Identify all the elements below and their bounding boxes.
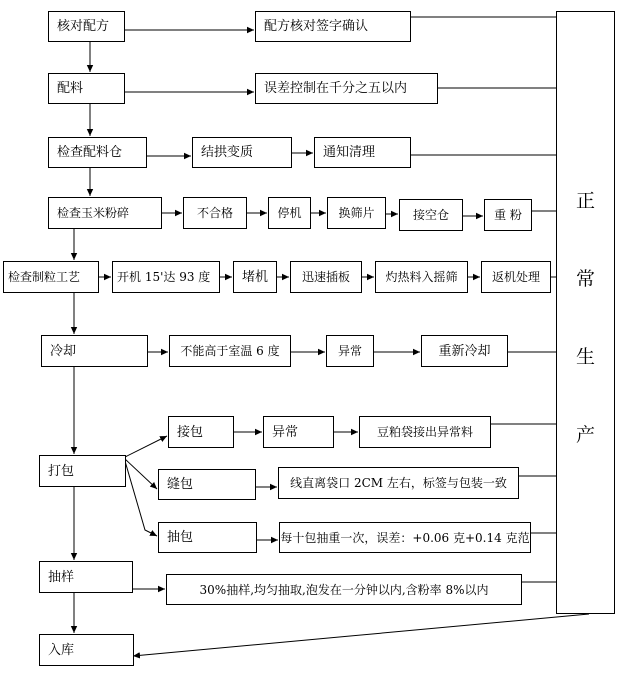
- label: 检查配料仓: [57, 145, 123, 160]
- label: 接空仓: [412, 208, 449, 222]
- node-start-machine: [112, 261, 220, 293]
- node-unqualified: [183, 197, 247, 229]
- label: 配料: [57, 81, 84, 96]
- node-notify-clean: [314, 137, 411, 168]
- label: 打包: [48, 463, 75, 479]
- label: 冷却: [50, 343, 77, 359]
- label: 开机 15'达 93 度: [117, 270, 211, 284]
- label: 重新冷却: [438, 343, 491, 359]
- node-sampling: [39, 561, 133, 593]
- label: 通知清理: [323, 145, 376, 160]
- label: 检查制粒工艺: [8, 270, 81, 284]
- label: 缝包: [167, 477, 194, 492]
- node-sew-bag: [158, 469, 256, 500]
- label: 停机: [277, 206, 302, 220]
- node-check-bin: [48, 137, 147, 168]
- node-cooling: [41, 335, 148, 367]
- node-receive-bag: [168, 416, 234, 448]
- arrow-pack-to-weigh: [125, 461, 157, 536]
- label: 核对配方: [57, 19, 110, 34]
- label: 配方核对签字确认: [264, 19, 369, 34]
- node-empty-bin: [399, 199, 463, 231]
- node-sampling-spec: [166, 574, 522, 605]
- node-formula-confirm: [255, 11, 411, 42]
- node-weigh-bag: [158, 522, 257, 553]
- label: 豆粕袋接出异常料: [376, 425, 473, 439]
- label: 检查玉米粉碎: [57, 206, 130, 220]
- node-stop: [268, 197, 311, 229]
- arrow-pack-to-receive: [125, 436, 167, 457]
- node-abnormal-1: [326, 335, 374, 367]
- node-sew-spec: [278, 467, 519, 499]
- label: 30%抽样,均匀抽取,泡发在一分钟以内,含粉率 8%以内: [199, 582, 489, 597]
- label: 迅速插板: [301, 270, 350, 284]
- label: 抽样: [48, 569, 75, 585]
- normal-production-box: [556, 11, 615, 614]
- label: 返机处理: [491, 270, 540, 284]
- label: 抽包: [167, 530, 194, 545]
- side-label-char-2: 常: [575, 268, 595, 290]
- label: 不合格: [196, 206, 233, 220]
- label: 异常: [337, 344, 362, 358]
- label: 结拱变质: [201, 145, 254, 160]
- node-regrind: [484, 199, 532, 231]
- node-storage: [39, 634, 134, 666]
- node-blockage: [233, 261, 277, 293]
- node-check-formula: [48, 11, 125, 42]
- label: 灼热料入摇筛: [385, 270, 458, 284]
- node-pick-out: [359, 416, 491, 448]
- node-check-corn: [48, 197, 162, 229]
- node-hot-feed: [375, 261, 468, 293]
- node-change-screen: [327, 197, 386, 229]
- label: 异常: [272, 424, 299, 440]
- arrow-side-to-storage: [133, 614, 589, 656]
- node-recool: [421, 335, 508, 367]
- label: 入库: [48, 642, 75, 658]
- side-label-char-1: 正: [575, 190, 595, 212]
- side-label-char-4: 产: [575, 424, 595, 446]
- label: 误差控制在千分之五以内: [264, 81, 408, 96]
- side-label-char-3: 生: [575, 346, 595, 368]
- label: 接包: [177, 424, 204, 440]
- node-packing: [39, 455, 126, 487]
- node-bridging: [192, 137, 292, 168]
- node-check-pellet: [3, 261, 99, 293]
- label: 重 粉: [494, 208, 522, 222]
- label: 堵机: [241, 269, 268, 285]
- node-abnormal-2: [263, 416, 334, 448]
- node-batching: [48, 73, 125, 104]
- arrow-pack-to-sew: [125, 459, 157, 489]
- node-error-control: [255, 73, 438, 104]
- label: 每十包抽重一次，误差：+0.06 克+0.14 克范: [280, 530, 530, 545]
- node-return-process: [481, 261, 551, 293]
- label: 线直离袋口 2CM 左右，标签与包装一致: [290, 476, 507, 490]
- node-insert-plate: [290, 261, 362, 293]
- node-temp-limit: [169, 335, 291, 367]
- label: 不能高于室温 6 度: [180, 344, 280, 358]
- label: 换筛片: [338, 206, 375, 220]
- node-weigh-spec: [279, 522, 531, 553]
